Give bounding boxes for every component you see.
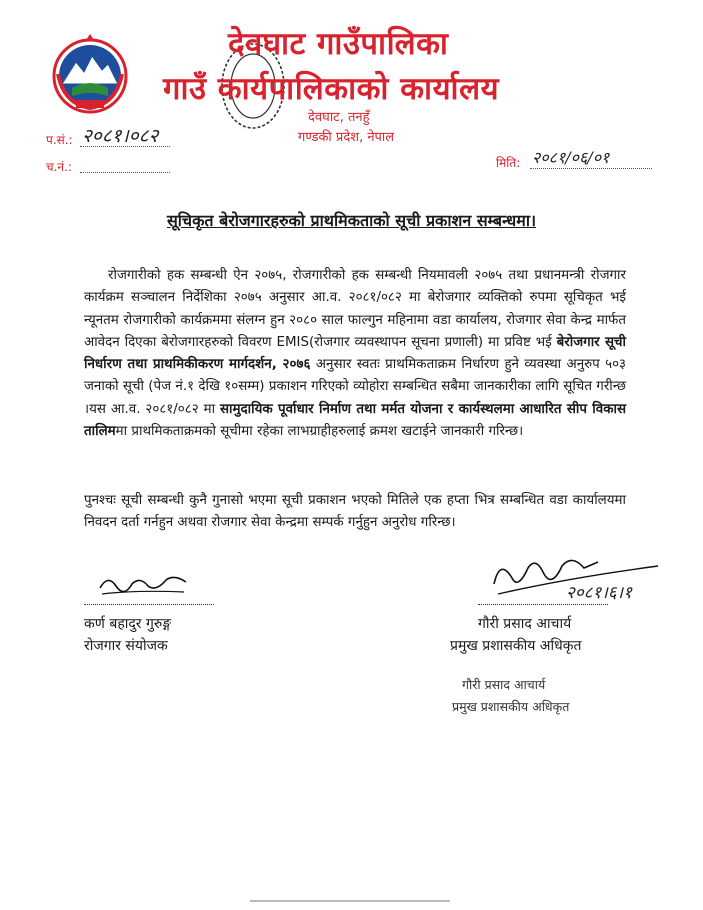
left-signature-dotline bbox=[84, 604, 214, 605]
guideline-name: बेरोजगार सूची निर्धारण तथा प्राथमिकीकरण मार्गदर्शन, २०७६ bbox=[84, 334, 626, 373]
footer-edge bbox=[250, 900, 450, 902]
title-stamp: प्रमुख प्रशासकीय अधिकृत bbox=[452, 699, 570, 714]
subject-heading: सूचिकृत बेरोजगारहरुको प्राथमिकताको सूची प्रकाशन सम्बन्धमा। bbox=[166, 211, 537, 230]
name-stamp: गौरी प्रसाद आचार्य bbox=[462, 677, 546, 692]
chn-field-line bbox=[80, 172, 170, 173]
left-signature bbox=[96, 566, 192, 602]
nepal-emblem-logo bbox=[50, 34, 130, 116]
date-value: २०८१/०६/०१ bbox=[532, 148, 610, 167]
letterhead-title: देवघाट गाउँपालिका bbox=[228, 26, 449, 62]
notice-body bbox=[84, 265, 626, 443]
ps-value: २०८१।०८२ bbox=[82, 125, 159, 147]
body-paragraph: रोजगारीको हक सम्बन्धी ऐन २०७५, रोजगारीको हक सम्बन्धी नियमावली २०७५ तथा प्रधानमन्त्री रोजगार कार्यक्रम सञ्चालन निर्देशिका २०७५ अनुसार आ.व. २०८१/०८२ मा बेरोजगार व्यक्तिको रुपमा सूचिकृत भई न्यूनतम रोजगारीको कार्यक्रममा संलग्न हुन २०८० साल फाल्गुन महिनामा वडा कार्यालय, रोजगार सेवा केन्द्र मार्फत आवेदन दिएका बेरोजगारहरुको विवरण EMIS(रोजगार व्यवस्थापन सूचना प्रणाली) मा प्रविष्ट भई बेरोजगार सूची निर्धारण तथा प्राथमिकीकरण मार्गदर्शन, २०७६ अनुसार स्वतः प्राथमिकताक्रम निर्धारण हुने व्यवस्था अनुरुप ५०३ जनाको सूची (पेज नं.१ देखि १०सम्म) प्रकाशन गरिएको व्योहोरा सम्बन्धित सबैमा जानकारीका लागि सूचित गरीन्छ ।यस आ.व. २०८१/०८२ मा सामुदायिक पूर्वाधार निर्माण तथा मर्मत योजना र कार्यस्थलमा आधारित सीप विकास तालिममा प्राथमिकताक्रमको सूचीमा रहेका लाभग्राहीहरुलाई क्रमश खटाईने जानकारी गरिन्छ। bbox=[84, 268, 626, 440]
postscript-paragraph: पुनश्चः सूची सम्बन्धी कुनै गुनासो भएमा सूची प्रकाशन भएको मितिले एक हप्ता भित्र सम्बन्धित वडा कार्यालयमा निवदन दर्ता गर्नहुन अथवा रोजगार सेवा केन्द्रमा सम्पर्क गर्नुहुन अनुरोध गरिन्छ। bbox=[84, 493, 626, 531]
right-signature-dotline bbox=[478, 604, 608, 605]
chn-label: च.नं.: bbox=[46, 160, 72, 174]
address-line-2: गण्डकी प्रदेश, नेपाल bbox=[298, 130, 395, 145]
address-line-1: देवघाट, तनहुँ bbox=[308, 110, 370, 125]
date-label: मिति: bbox=[496, 156, 521, 170]
right-sign-date: २०८१।६।१ bbox=[566, 583, 632, 603]
date-field-line bbox=[530, 168, 652, 169]
letterhead-subtitle: गाउँ कार्यपालिकाको कार्यालय bbox=[163, 71, 500, 107]
left-signatory-name: कर्ण बहादुर गुरुङ्ग bbox=[84, 616, 172, 632]
ps-label: प.सं.: bbox=[46, 133, 73, 147]
program-name: सामुदायिक पूर्वाधार निर्माण तथा मर्मत योजना र कार्यस्थलमा आधारित सीप विकास तालिम bbox=[84, 401, 626, 440]
right-signatory-title: प्रमुख प्रशासकीय अधिकृत bbox=[450, 638, 582, 654]
right-signatory-name: गौरी प्रसाद आचार्य bbox=[478, 616, 572, 632]
left-signatory-title: रोजगार संयोजक bbox=[84, 638, 168, 654]
